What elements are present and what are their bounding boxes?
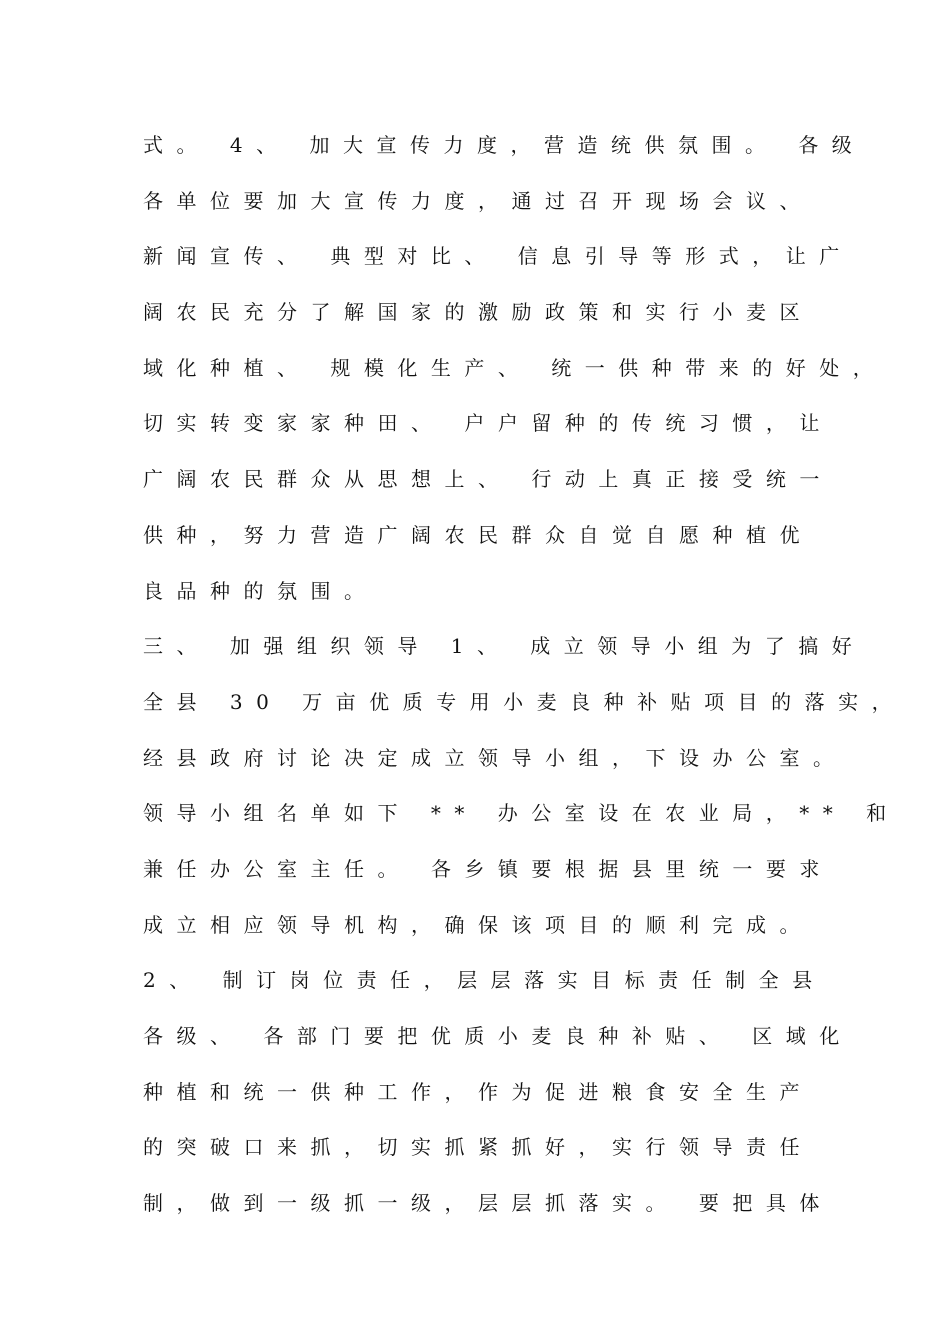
text-line: 各级、 各部门要把优质小麦良种补贴、 区域化 [143,1024,853,1048]
text-line: 切实转变家家种田、 户户留种的传统习惯，让 [143,411,833,436]
text-line: 成立相应领导机构，确保该项目的顺利完成。 [143,912,813,937]
text-line: 种植和统一供种工作，作为促进粮食安全生产 [143,1079,813,1104]
text-line: 兼任办公室主任。 各乡镇要根据县里统一要求 [143,856,833,881]
text-line: 式。 4、 加大宣传力度，营造统供氛围。 各级 [143,133,866,157]
text-line: 2、 制订岗位责任，层层落实目标责任制全县 [143,968,826,993]
text-line: 域化种植、 规模化生产、 统一供种带来的好处， [143,355,887,380]
text-line: 广阔农民群众从思想上、 行动上真正接受统一 [143,467,833,492]
text-line: 的突破口来抓，切实抓紧抓好，实行领导责任 [143,1135,813,1160]
text-line: 供种，努力营造广阔农民群众自觉自愿种植优 [143,522,813,547]
text-line: 制，做到一级抓一级，层层抓落实。 要把具体 [143,1191,833,1216]
text-line: 各单位要加大宣传力度，通过召开现场会议、 [143,188,813,213]
text-line: 良品种的氛围。 [143,578,378,603]
text-line: 领导小组名单如下 ** 办公室设在农业局，** 和 [143,801,900,826]
text-line: 全县 30 万亩优质专用小麦良种补贴项目的落实， [143,689,906,714]
section-heading-line: 三、 加强组织领导 1、 成立领导小组为了搞好 [143,634,866,659]
body-text [143,127,906,1241]
text-line: 新闻宣传、 典型对比、 信息引导等形式，让广 [143,244,853,269]
text-line: 经县政府讨论决定成立领导小组，下设办公室。 [143,745,847,770]
text-line: 阔农民充分了解国家的激励政策和实行小麦区 [143,300,813,325]
